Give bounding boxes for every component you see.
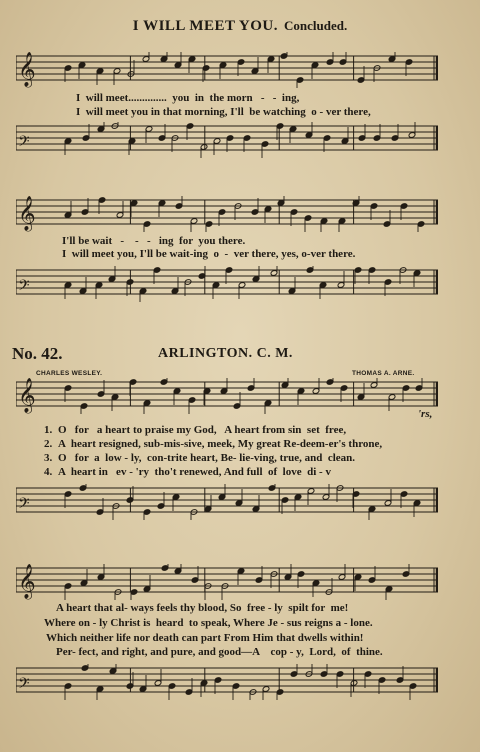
staff-system-1-treble [16,52,438,88]
verse-number: 4. [44,466,53,478]
hymn-composer: THOMAS A. ARNE. [352,370,415,377]
verse-text: A heart resigned, sub-mis-sive, meek, My great Re-deem-er's throne, [58,438,383,450]
verse-line [44,466,480,478]
treble-clef-icon: 𝄞 [18,196,36,231]
bass-clef-icon: 𝄢 [18,133,30,154]
verse-text: O for a low - ly, con-trite heart, Be- lie-ving, true, and clean. [58,452,356,464]
verse-line: A heart that al- ways feels thy blood, So free - ly spilt for me! [56,602,349,614]
staff-system-4-bass [16,664,438,700]
hymn-number: No. 42. [12,344,63,363]
system-1-lyric-line-2: I will meet you in that morning, I'll be watching o - ver there, [76,106,371,118]
hymn-name: ARLINGTON. C. M. [158,346,293,361]
verse-line: Where on - ly Christ is heard to speak, Where Je - sus reigns a - lone. [44,617,373,629]
verse-line [44,438,480,450]
staff-system-4-treble [16,564,438,600]
treble-clef-icon: 𝄞 [18,564,36,599]
staff-system-2-treble [16,196,438,232]
song-title: I WILL MEET YOU. [132,18,279,34]
verse-line [44,424,480,436]
page-title [0,18,480,35]
verse-line: Per- fect, and right, and pure, and good—A cop - y, Lord, of thine. [56,646,383,658]
system-2-lyric-line-2: I will meet you, I'll be wait-ing o - ver there, yes, o-ver there. [62,248,356,260]
verse-text: O for a heart to praise my God, A heart from sin set free, [58,424,347,436]
bass-clef-icon: 𝄢 [18,675,30,696]
verse-line: Which neither life nor death can part From Him that dwells within! [46,632,364,644]
verse-number: 1. [44,424,53,436]
hymn-author: CHARLES WESLEY. [36,370,103,377]
bass-clef-icon: 𝄢 [18,277,30,298]
staff-system-3-treble [16,378,438,414]
staff-system-3-bass [16,484,438,520]
staff-system-2-bass [16,266,438,302]
system-2-lyric-line-1: I'll be wait - - - ing for you there. [62,235,246,247]
system-1-lyric-line-1: I will meet.............. you in the morn - - ing, [76,92,300,104]
verse-number: 3. [44,452,53,464]
treble-clef-icon: 𝄞 [18,52,36,87]
song-subtitle: Concluded. [284,18,348,33]
staff-system-1-bass [16,122,438,158]
verse-text: A heart in ev - 'ry tho't renewed, And full of love di - v [58,466,331,478]
treble-clef-icon: 𝄞 [18,378,36,413]
bass-clef-icon: 𝄢 [18,495,30,516]
verse-1-line-end: 'rs, [418,408,433,420]
verse-number: 2. [44,438,53,450]
verse-line [44,452,480,464]
